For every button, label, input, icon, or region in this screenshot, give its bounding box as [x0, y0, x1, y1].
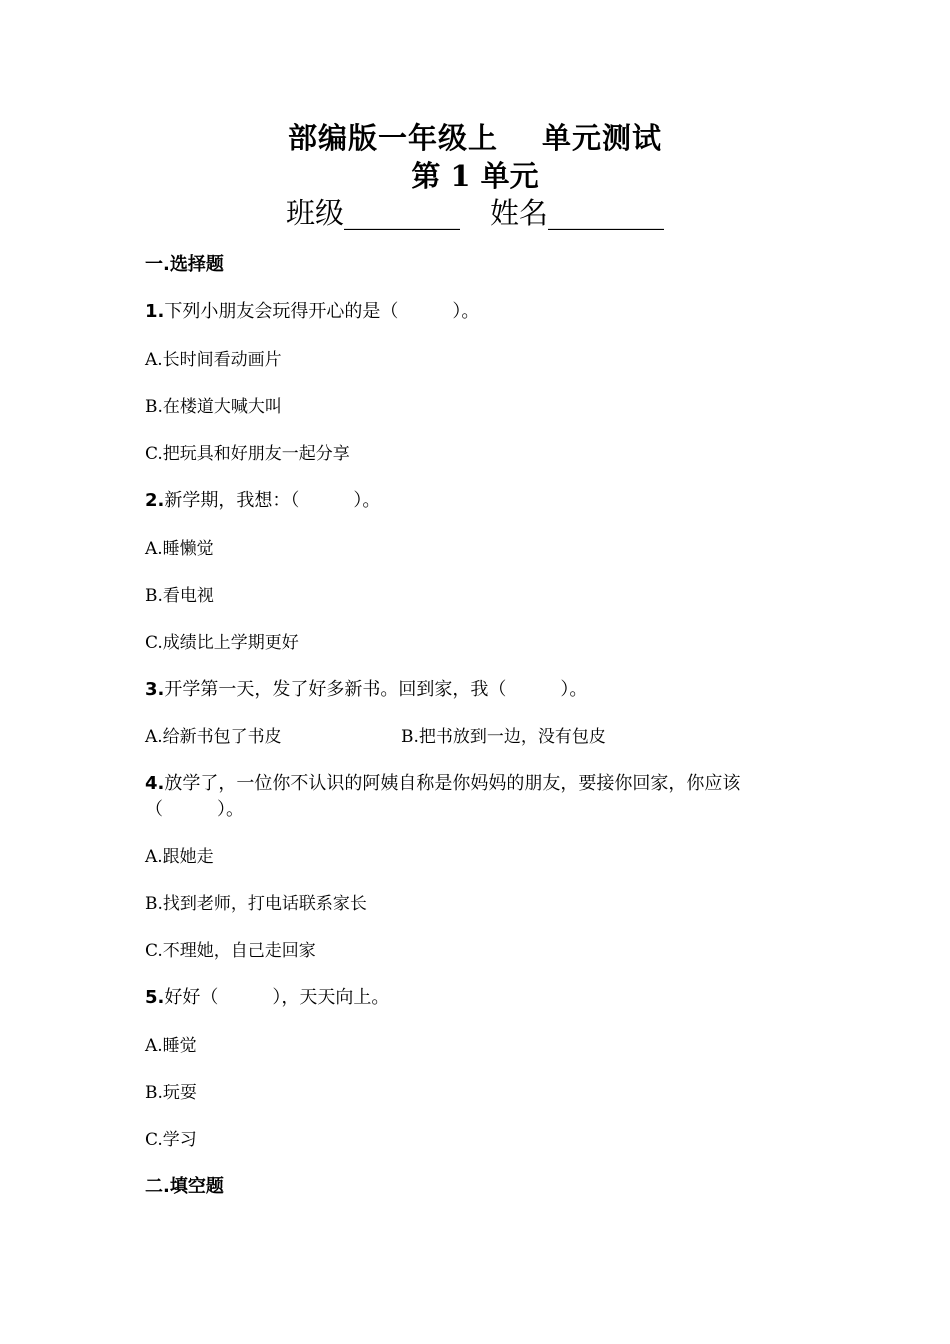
question-2-option-a: A.睡懒觉 — [145, 539, 214, 559]
question-4 — [145, 769, 740, 795]
question-1-option-b: B.在楼道大喊大叫 — [145, 397, 282, 417]
unit-title: 第 1 单元 — [411, 159, 539, 193]
question-5 — [145, 983, 389, 1009]
question-text: 放学了，一位你不认识的阿姨自称是你妈妈的朋友，要接你回家，你应该 — [164, 773, 741, 794]
name-field: 姓名________ — [490, 196, 665, 230]
question-number: 5. — [145, 987, 165, 1008]
question-text: 好好（ ），天天向上。 — [164, 987, 390, 1008]
question-1-option-c: C.把玩具和好朋友一起分享 — [145, 444, 350, 464]
question-4-option-a: A.跟她走 — [145, 847, 214, 867]
section-heading-choice: 一.选择题 — [145, 254, 224, 275]
page-title — [0, 116, 950, 157]
student-info — [0, 191, 950, 232]
section-heading-fill: 二.填空题 — [145, 1176, 224, 1197]
question-number: 2. — [145, 490, 165, 511]
question-1-option-a: A.长时间看动画片 — [145, 350, 282, 370]
title-right: 单元测试 — [542, 121, 663, 155]
question-number: 4. — [145, 773, 165, 794]
question-3 — [145, 675, 587, 701]
question-2-option-b: B.看电视 — [145, 586, 214, 606]
question-5-option-c: C.学习 — [145, 1130, 197, 1150]
question-number: 1. — [145, 301, 165, 322]
question-4-option-b: B.找到老师，打电话联系家长 — [145, 894, 367, 914]
question-4-option-c: C.不理她，自己走回家 — [145, 941, 316, 961]
question-3-option-a: A.给新书包了书皮 — [145, 727, 282, 747]
question-2 — [145, 486, 380, 512]
question-1 — [145, 297, 479, 323]
question-5-option-a: A.睡觉 — [145, 1036, 197, 1056]
question-number: 3. — [145, 679, 165, 700]
question-text: 新学期，我想：（ ）。 — [164, 490, 381, 511]
question-4-continuation: （ ）。 — [145, 799, 244, 820]
question-5-option-b: B.玩耍 — [145, 1083, 197, 1103]
title-left: 部编版一年级上 — [287, 121, 498, 155]
question-text: 开学第一天，发了好多新书。回到家，我（ ）。 — [164, 679, 588, 700]
class-field: 班级________ — [285, 196, 460, 230]
question-3-option-b: B.把书放到一边，没有包皮 — [401, 727, 606, 747]
question-2-option-c: C.成绩比上学期更好 — [145, 633, 299, 653]
question-text: 下列小朋友会玩得开心的是（ ）。 — [164, 301, 480, 322]
